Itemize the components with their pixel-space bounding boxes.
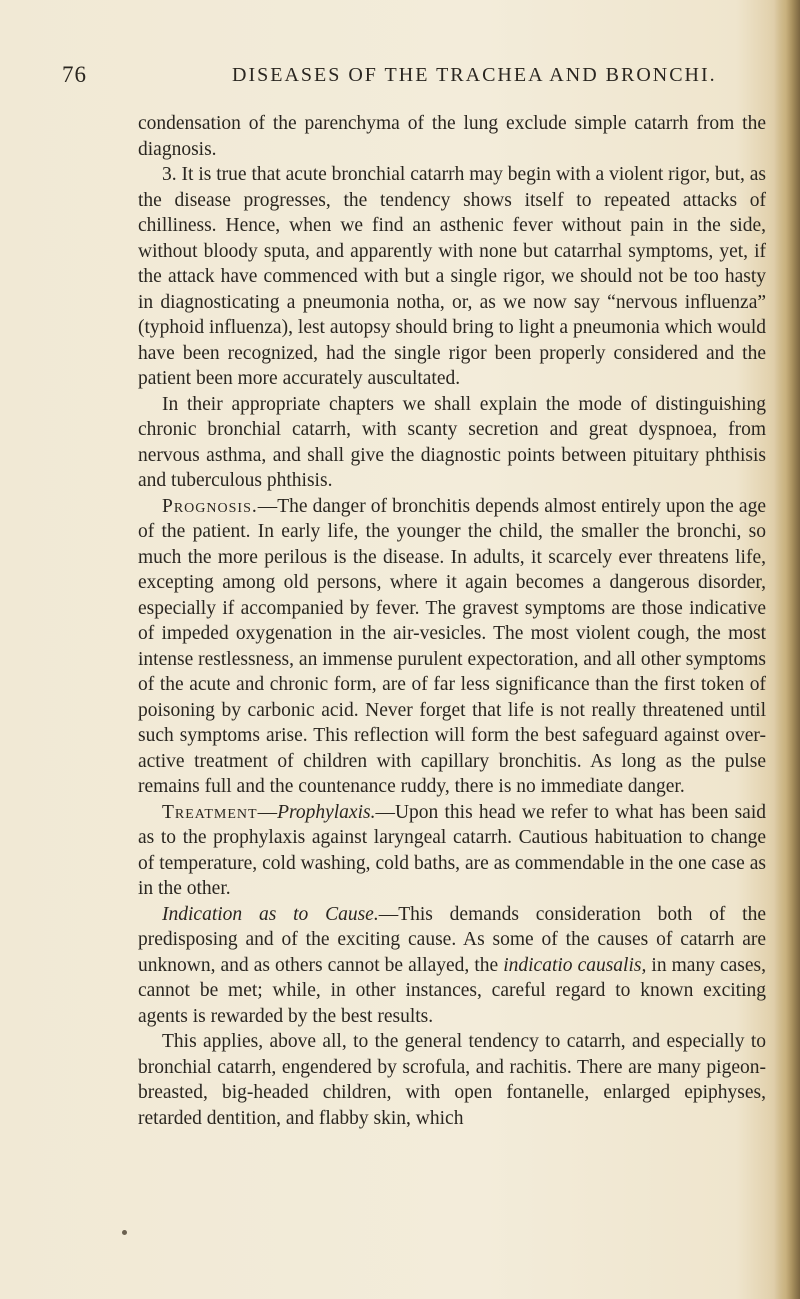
prognosis-text: —The danger of bronchitis depends almost entirely upon the age of the patient. In early life, the younger the child, the smaller the bronchi, so much the more perilous is the disease. In adults, it scarcely ever threatens life, excepting among old persons, where it again becomes a dangerous disorder, especially if accompanied by fever. The gravest symptoms are those indicative of impeded oxygenation in the air-vesicles. The most violent cough, the most intense restlessness, an immense purulent expectoration, and all other symptoms of the acute and chronic form, are of far less significance than the first token of poisoning by carbonic acid. Never forget that life is not really threatened until such symptoms arise. This reflection will form the best safeguard against over-active treatment of children with capillary bronchitis. As long as the pulse remains full and the countenance ruddy, there is no immediate danger. [138, 495, 766, 797]
paragraph-prognosis [138, 494, 766, 800]
prophylaxis-subheading: Prophylaxis. [277, 801, 376, 823]
prognosis-heading: Prognosis. [162, 495, 258, 517]
body-text [138, 111, 766, 1131]
indication-subheading: Indication as to Cause. [162, 903, 379, 925]
treatment-heading: Treatment [162, 801, 258, 823]
page-number: 76 [62, 62, 87, 87]
paragraph-continuation: condensation of the parenchyma of the lung exclude simple catarrh from the diagnosis. [138, 113, 766, 160]
prophylaxis-text: —Upon this head we refer to what has been said as to the prophylaxis against laryngeal catarrh. Cautious habituation to change of temperature, cold washing, cold baths, are as commendable in the one case as in the other. [138, 801, 766, 899]
paragraph-point-3: 3. It is true that acute bronchial catarrh may begin with a violent rigor, but, as the disease progresses, the tendency shows itself to repeated attacks of chilliness. Hence, when we find an asthenic fever without pain in the side, without bloody sputa, and apparently with none but catarrhal symptoms, yet, if the attack have commenced with but a single rigor, we should not be too hasty in diagnosticating a pneumonia notha, or, as we now say “nervous influenza” (typhoid influenza), lest autopsy should bring to light a pneumonia which would have been recognized, had the single rigor been properly considered and the patient been more accurately auscultated. [138, 164, 766, 389]
indication-text-b: in many cases, cannot be met; while, in other instances, careful regard to known exciting agents is rewarded by the best results. [138, 954, 766, 1027]
ink-speck [122, 1230, 127, 1235]
page-header [62, 62, 772, 92]
paragraph-distinguishing: In their appropriate chapters we shall explain the mode of distinguishing chronic bronchial catarrh, with scanty secretion and great dyspnoea, from nervous asthma, and shall give the diagnostic points between pituitary phthisis and tuberculous phthisis. [138, 393, 766, 491]
paragraph-indication [138, 902, 766, 1030]
indicatio-causalis-term: indicatio causalis, [503, 954, 647, 976]
page-edge-shadow [774, 0, 800, 1299]
paragraph-treatment [138, 800, 766, 902]
paragraph-applies: This applies, above all, to the general tendency to catarrh, and especially to bronchial catarrh, engendered by scrofula, and rachitis. There are many pigeon-breasted, big-headed children, with open fontanelle, enlarged epiphyses, retarded dentition, and flabby skin, which [138, 1031, 766, 1129]
indication-text-a: —This demands consideration both of the predisposing and of the exciting cause. As some of the causes of catarrh are unknown, and as others cannot be allayed, the [138, 903, 766, 976]
running-title: DISEASES OF THE TRACHEA AND BRONCHI. [232, 64, 717, 86]
treatment-dash: — [257, 801, 278, 823]
